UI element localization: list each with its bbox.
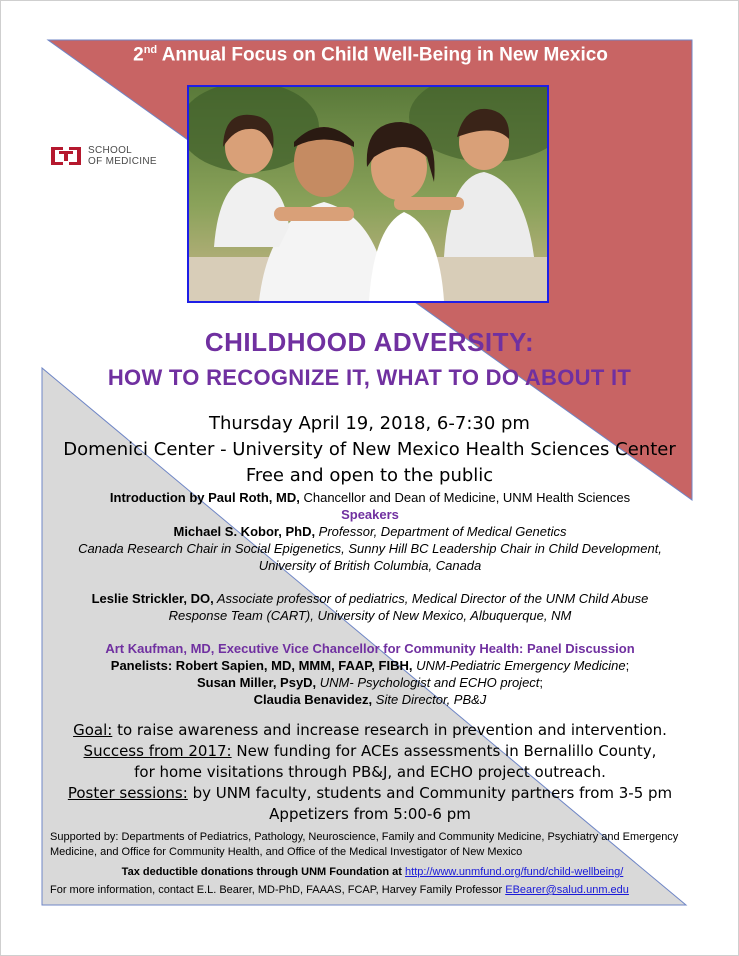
event-venue: Domenici Center - University of New Mexico Health Sciences Center — [63, 439, 676, 460]
speaker-strickler: Leslie Strickler, DO, Associate professor of pediatrics, Medical Director of the UNM Child Abuse — [91, 591, 649, 606]
success-line: Success from 2017: New funding for ACEs assessments in Bernalillo County, — [83, 742, 657, 760]
unm-school-of-medicine-logo — [50, 145, 157, 167]
headline-line-1: CHILDHOOD ADVERSITY: — [204, 327, 535, 357]
event-date: Thursday April 19, 2018, 6-7:30 pm — [209, 413, 530, 434]
contact-line: For more information, contact E.L. Bearer, MD-PhD, FAAAS, FCAP, Harvey Family Professor EBearer@salud.unm.edu — [50, 884, 629, 896]
logo-line-school: SCHOOL — [88, 145, 133, 156]
tax-donation-line: Tax deductible donations through UNM Foundation at http://www.unmfund.org/fund/child-wellbeing/ — [121, 866, 624, 878]
panelist-sapien: Panelists: Robert Sapien, MD, MMM, FAAP, FIBH, UNM-Pediatric Emergency Medicine; — [110, 658, 630, 673]
donation-link[interactable]: http://www.unmfund.org/fund/child-wellbeing/ — [405, 866, 624, 878]
success-line-2: for home visitations through PB&J, and ECHO project outreach. — [134, 763, 606, 781]
contact-email-link[interactable]: EBearer@salud.unm.edu — [505, 884, 629, 896]
family-photo-illustration — [189, 87, 547, 301]
unm-logo-icon — [50, 145, 82, 167]
goal-line: Goal: to raise awareness and increase research in prevention and intervention. — [73, 721, 667, 739]
speakers-heading: Speakers — [341, 507, 399, 522]
panelist-benavidez: Claudia Benavidez, Site Director, PB&J — [253, 692, 487, 707]
poster-line: Poster sessions: by UNM faculty, students and Community partners from 3-5 pm — [67, 784, 673, 802]
panel-heading: Art Kaufman, MD, Executive Vice Chancellor for Community Health: Panel Discussion — [105, 641, 635, 656]
goals-section — [20, 720, 720, 825]
speaker-kobor-line3: University of British Columbia, Canada — [258, 558, 482, 573]
speaker-kobor: Michael S. Kobor, PhD, Professor, Department of Medical Genetics — [173, 524, 567, 539]
introduction: Introduction by Paul Roth, MD, Chancellor and Dean of Medicine, UNM Health Sciences — [109, 490, 631, 505]
appetizers-line: Appetizers from 5:00-6 pm — [269, 805, 471, 823]
family-photo — [187, 85, 549, 303]
event-admission: Free and open to the public — [245, 465, 494, 486]
headline-line-2: HOW TO RECOGNIZE IT, WHAT TO DO ABOUT IT — [107, 365, 632, 390]
event-details — [0, 411, 739, 489]
panelist-miller: Susan Miller, PsyD, UNM- Psychologist and ECHO project; — [196, 675, 544, 690]
program-details — [30, 489, 710, 708]
event-banner-title: 2nd Annual Focus on Child Well-Being in New Mexico — [133, 44, 608, 66]
logo-line-medicine: OF MEDICINE — [88, 156, 157, 167]
speaker-kobor-line2: Canada Research Chair in Social Epigenetics, Sunny Hill BC Leadership Chair in Child Development, — [78, 541, 662, 556]
speaker-strickler-line2: Response Team (CART), University of New Mexico, Albuquerque, NM — [168, 608, 572, 623]
supporters-text: Supported by: Departments of Pediatrics, Pathology, Neuroscience, Family and Community Medicine, Psychiatry and Emergency Medicine, and Office for Community Health, and Office of the Medical Investigator of New Mexico — [50, 831, 679, 858]
